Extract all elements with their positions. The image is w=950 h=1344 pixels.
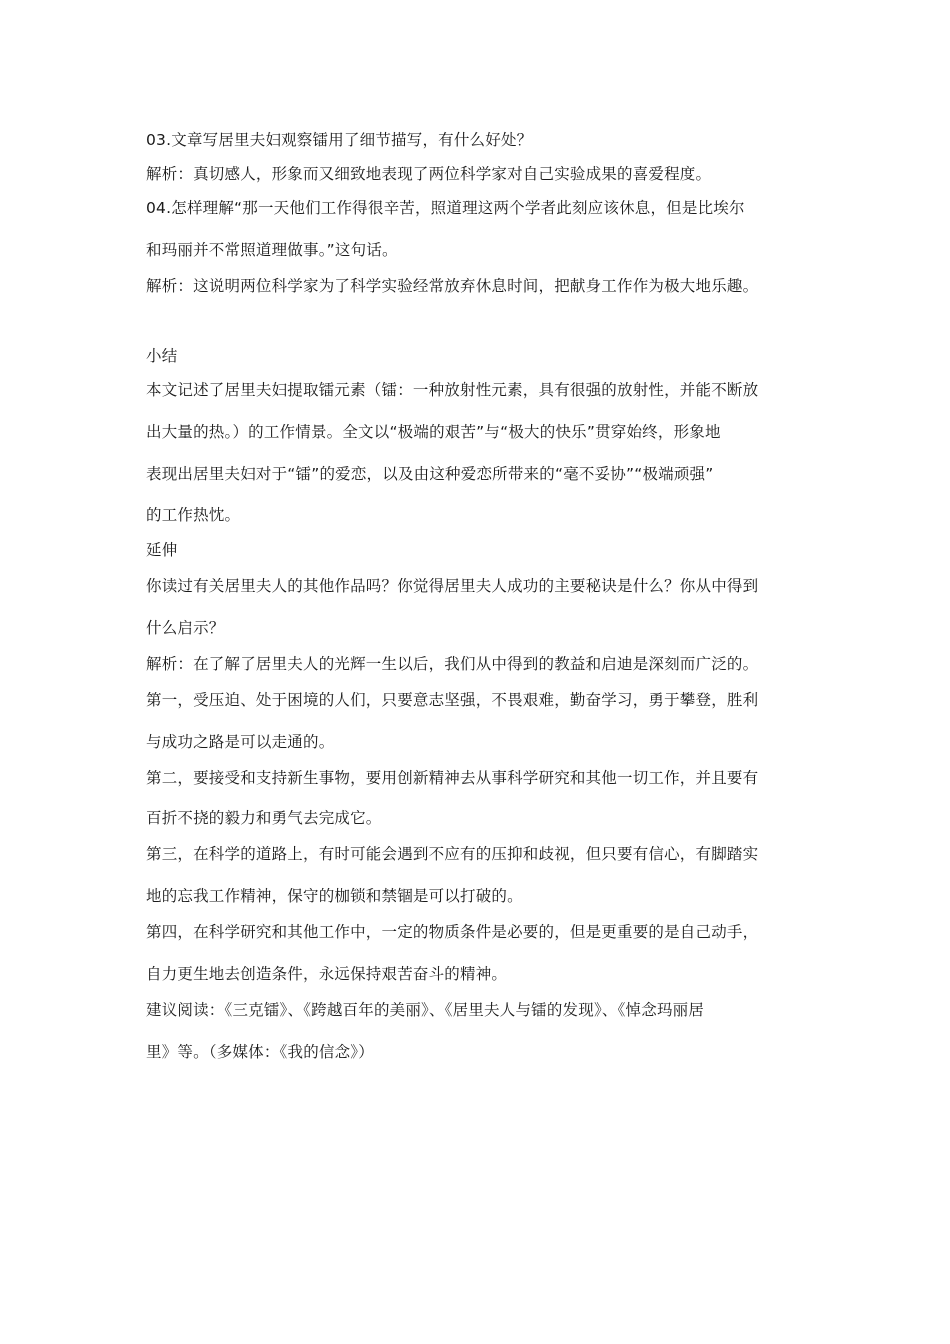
point-3-line1: 第三，在科学的道路上，有时可能会遇到不应有的压抑和歧视，但只要有信心，有脚踏实 [146,845,759,863]
suggested-reading-line1: 建议阅读：《三克镭》、《跨越百年的美丽》、《居里夫人与镭的发现》、《悼念玛丽居 [146,1001,705,1019]
answer-03: 解析：真切感人，形象而又细致地表现了两位科学家对自己实验成果的喜爱程度。 [146,165,712,183]
extension-question-line1: 你读过有关居里夫人的其他作品吗？你觉得居里夫人成功的主要秘诀是什么？你从中得到 [146,577,759,595]
summary-line-2: 出大量的热。）的工作情景。全文以“极端的艰苦”与“极大的快乐”贯穿始终，形象地 [146,423,721,441]
point-4-line2: 自力更生地去创造条件，永远保持艰苦奋斗的精神。 [146,965,508,983]
extension-heading: 延伸 [146,541,178,559]
summary-line-3: 表现出居里夫妇对于“镭”的爱恋，以及由这种爱恋所带来的“毫不妥协”“极端顽强” [146,465,714,483]
question-03: 03.文章写居里夫妇观察镭用了细节描写，有什么好处？ [146,131,533,149]
point-1-line1: 第一，受压迫、处于困境的人们，只要意志坚强，不畏艰难，勤奋学习，勇于攀登，胜利 [146,691,759,709]
point-4-line1: 第四，在科学研究和其他工作中，一定的物质条件是必要的，但是更重要的是自己动手， [146,923,759,941]
summary-line-1: 本文记述了居里夫妇提取镭元素（镭：一种放射性元素，具有很强的放射性，并能不断放 [146,381,759,399]
summary-line-4: 的工作热忱。 [146,506,241,524]
point-3-line2: 地的忘我工作精神，保守的枷锁和禁锢是可以打破的。 [146,887,523,905]
answer-04: 解析：这说明两位科学家为了科学实验经常放弃休息时间，把献身工作作为极大地乐趣。 [146,277,759,295]
suggested-reading-line2: 里》等。（多媒体：《我的信念》） [146,1043,374,1061]
question-04-line2: 和玛丽并不常照道理做事。”这句话。 [146,241,398,259]
point-2-line1: 第二，要接受和支持新生事物，要用创新精神去从事科学研究和其他一切工作，并且要有 [146,769,759,787]
extension-question-line2: 什么启示？ [146,619,225,637]
point-1-line2: 与成功之路是可以走通的。 [146,733,335,751]
summary-heading: 小结 [146,347,178,365]
point-2-line2: 百折不挠的毅力和勇气去完成它。 [146,809,382,827]
question-04-line1: 04.怎样理解“那一天他们工作得很辛苦，照道理这两个学者此刻应该休息，但是比埃尔 [146,199,745,217]
extension-answer-intro: 解析：在了解了居里夫人的光辉一生以后，我们从中得到的教益和启迪是深刻而广泛的。 [146,655,759,673]
